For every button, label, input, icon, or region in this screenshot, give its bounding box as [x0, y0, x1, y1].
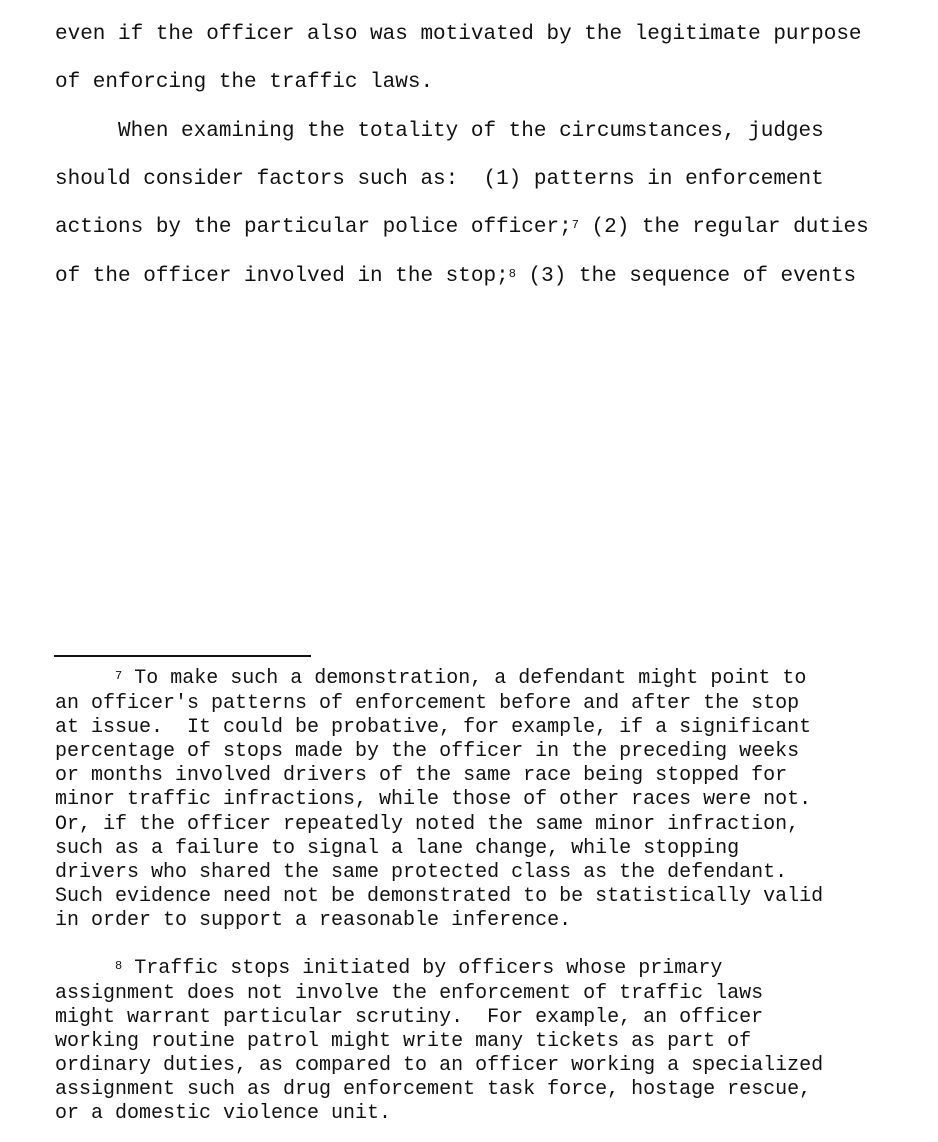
footnote-8-first-text: Traffic stops initiated by officers whose primary	[122, 957, 723, 980]
footnote-7-line: an officer's patterns of enforcement before and after the stop	[55, 692, 800, 715]
footnote-7-first-text: To make such a demonstration, a defendant might point to	[122, 667, 807, 690]
body-line-6-text-b: (3) the sequence of events	[515, 265, 857, 288]
footnote-7-line: at issue. It could be probative, for example, if a significant	[55, 716, 812, 739]
body-line-5-text-a: actions by the particular police officer;	[55, 216, 572, 239]
footnote-ref-7[interactable]: 7	[571, 218, 579, 232]
footnote-7-marker: 7	[115, 669, 123, 683]
footnote-8-first-line	[55, 957, 722, 981]
body-line-6	[55, 265, 856, 289]
footnote-7-line: Or, if the officer repeatedly noted the same minor infraction,	[55, 813, 800, 836]
body-line-6-text-a: of the officer involved in the stop;	[55, 265, 509, 288]
footnote-8-line: might warrant particular scrutiny. For example, an officer	[55, 1006, 764, 1029]
body-line-2: of enforcing the traffic laws.	[55, 71, 434, 94]
footnote-8-line: or a domestic violence unit.	[55, 1102, 392, 1125]
footnote-8-marker: 8	[115, 959, 123, 973]
footnote-8-line: working routine patrol might write many tickets as part of	[55, 1030, 752, 1053]
footnote-8-line: assignment does not involve the enforcement of traffic laws	[55, 982, 764, 1005]
footnote-7-line: such as a failure to signal a lane change, while stopping	[55, 837, 740, 860]
footnote-7-first-line	[55, 667, 806, 691]
footnote-7-line: in order to support a reasonable inference.	[55, 909, 572, 932]
body-line-1: even if the officer also was motivated by the legitimate purpose	[55, 23, 862, 46]
footnote-8-line: assignment such as drug enforcement task force, hostage rescue,	[55, 1078, 812, 1101]
body-line-5-text-b: (2) the regular duties	[578, 216, 869, 239]
footnote-separator	[54, 655, 311, 657]
body-line-4: should consider factors such as: (1) patterns in enforcement	[55, 168, 824, 191]
footnote-ref-8[interactable]: 8	[508, 267, 516, 281]
footnote-7-line: percentage of stops made by the officer in the preceding weeks	[55, 740, 800, 763]
footnote-7-line: or months involved drivers of the same race being stopped for	[55, 764, 788, 787]
footnote-7-line: minor traffic infractions, while those of other races were not.	[55, 788, 812, 811]
footnote-7-line: Such evidence need not be demonstrated to be statistically valid	[55, 885, 824, 908]
footnote-7-line: drivers who shared the same protected class as the defendant.	[55, 861, 788, 884]
body-line-5	[55, 216, 869, 240]
body-line-3: When examining the totality of the circumstances, judges	[55, 120, 824, 143]
footnote-8-line: ordinary duties, as compared to an officer working a specialized	[55, 1054, 824, 1077]
